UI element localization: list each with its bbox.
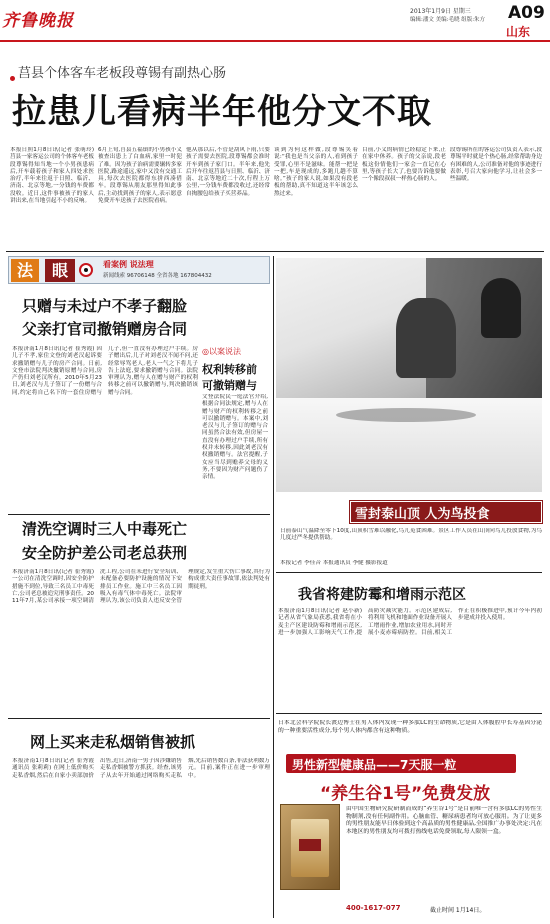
lead-kicker (10, 66, 17, 85)
lead-col-2: 6月上旬,莒县五福镇的小男孩小义被查出患上了白血病,家里一时犯了难。因为孩子治病需要辗转多家医院,路途遥远,家中又没有交通工具,每次去医院都得东拼西凑借车。段尊锡从朋友那里得知此事后,主动找到孩子的家人,表示愿意免费开车送孩子去医院看病。 (98, 147, 182, 205)
story1-sidebar-body: 文登法院民一庭法官介绍,根据合同法规定,赠与人在赠与财产的权利转移之前可以撤销赠与。本案中,刘老汉与儿子签订的赠与合同虽然合法有效,但房屋一直没有办理过户手续,所有权并未转移,因此刘老汉有权撤销赠与。法官提醒,子女应当尽到赡养父母的义务,不要因为财产问题伤了亲情。 (202, 394, 268, 481)
ad-product-photo (280, 804, 340, 890)
paper-logo: 齐鲁晚报 (2, 11, 74, 31)
story1-sidebar-title-1: 权利转移前 (202, 363, 257, 376)
story2-headline-2: 安全防护差公司老总获刑 (22, 544, 188, 562)
editor-line: 编辑:潘文 美编:毛晓 组版:朱方 (410, 17, 486, 23)
story4-headline: 网上买来走私烟销售被抓 (30, 733, 196, 751)
photo-caption: 日前泰山气温降至零下10度,山顶积雪难以融化,鸟儿觅食困难。景区工作人员在山顶向鸟儿投放食物,为鸟儿度过严冬提供帮助。 (280, 528, 542, 542)
story1-headline-1: 只赠与未过户不孝子翻脸 (22, 297, 188, 315)
story1-body: 本报济南1月8日讯(记者 崔秀霞) 因儿子不孝,家住文登的刘老汉起诉要求撤销赠与儿子的房产合同。日前,文登市法院判决撤销原赠与合同,房产仍归刘老汉所有。2010年5月23日,刘老汉与儿子签订了一份赠与合同,约定将自己名下的一套住房赠与儿子,但一直没有办理过户手续。房子赠出后,儿子对刘老汉不闻不问,还经常辱骂老人,老人一气之下将儿子告上法庭,要求撤销赠与合同。法院审理认为,赠与人在赠与财产的权利转移之前可以撤销赠与,判决撤销该赠与合同。 (12, 346, 198, 396)
ad-deadline: 截止时间 1月14日。 (430, 907, 486, 914)
story3-divider (276, 713, 542, 714)
lead-col-5: 目前,小义的病情已经稳定下来,正在家中休养。孩子的父亲说,段老板这份情他们一家会一直记在心里,等孩子长大了,也要告诉他要做一个像段叔叔一样热心肠的人。 (362, 147, 446, 183)
eye-icon (79, 263, 93, 277)
story2-divider (8, 718, 270, 719)
story1-sidebar-title-2: 可撤销赠与 (202, 379, 257, 392)
law-subline: 新闻线索 96706148 全省各地 167804432 (103, 273, 212, 279)
photo-divider (276, 572, 542, 573)
story4-body: 本报济南1月8日讯(记者 崔秀霞 通讯员 张莉莉) 在网上低价购买走私香烟,然后在自家小卖部加价出售,近日,济南一男子因涉嫌销售走私香烟被警方抓获。经查,该男子从去年开始通过网络购买走私烟,先后销售数百条,非法获利数万元。目前,案件正在进一步审理中。 (12, 758, 270, 779)
photo-headline: 雪封泰山顶 人为鸟投食 (355, 507, 490, 522)
ad-hotline[interactable]: 400-1617-077 (346, 904, 401, 912)
law-logo-yan: 眼 (45, 259, 75, 282)
law-logo-fa: 法 (11, 259, 39, 282)
law-banner (8, 256, 270, 284)
column-divider (273, 256, 274, 918)
ad-banner-title: 男性新型健康品——7天服一粒 (292, 758, 457, 772)
lead-col-3: 他从那以后,不管是刮风下雨,只要孩子需要去医院,段尊锡都会准时开车到孩子家门口。半年来,他先后开车往返莒县与日照、临沂、济南、北京等地近二十次,行程上万公里,一分钱车费都没收过,还经常自掏腰包给孩子买营养品。 (186, 147, 270, 197)
snow-photo (276, 258, 542, 492)
section-label: 山东 (506, 25, 531, 39)
story2-headline-1: 清洗空调时三人中毒死亡 (22, 520, 188, 538)
lead-col-1: 本报日照1月8日讯(记者 张萌玲) 莒县一家客运公司的个体客车老板段尊锡得知当地一个小男孩患病后,开车载着孩子和家人四处求医治疗,半年来往返于日照、临沂、济南、北京等地,一分钱的车费都没收。近日,这件事被孩子的家人讲出来,在当地引起不小的反响。 (10, 147, 94, 205)
story3-body: 本报济南1月8日讯(记者 赵小新) 记者从省气象局获悉,我省将在小麦主产区建设防霉和增雨示范区,进一步加强人工影响天气工作,提高防灾减灾能力。示范区建成后,将利用飞机和地面作业设备开展人工增雨作业,增加农业用水,同时开展小麦赤霉病防控。目前,相关工作正在积极推进中,预计今年内初步建成并投入使用。 (278, 608, 542, 636)
photo-credit: 本报记者 李佳音 本报通讯员 李健 摄影报道 (280, 560, 388, 566)
story1-sidebar-label: ◎以案说法 (202, 347, 241, 356)
lead-kicker-text: 莒县个体客车老板段尊锡有副热心肠 (18, 66, 227, 81)
lead-headline: 拉患儿看病半年他分文不取 (12, 92, 432, 132)
lead-col-6: 段尊锡所在的客运公司负责人表示,段尊锡平时就是个热心肠,经常帮助身边有困难的人,公司准备对他的事迹进行表彰,号召大家向他学习,让社会多一些温暖。 (450, 147, 542, 183)
ad-intro: 日本北会科学院院长渡边博士在男人体内发现一种多肽LC的生命物质,它是由人体腹腔中长寿基因分泌的一种重要活性成分,每个男人体内都含有这种物质。 (278, 720, 542, 734)
masthead-rule (0, 40, 550, 42)
story3-headline: 我省将建防霉和增雨示范区 (298, 587, 466, 603)
section-divider (6, 251, 544, 252)
bullet-icon (10, 76, 15, 81)
date-line: 2013年1月9日 星期三 (410, 8, 471, 15)
lead-col-4: 谈到为何这样做,段尊锡笑着说:“我也是当父亲的人,看到孩子受罪,心里不是滋味。能帮一把是一把,车是现成的,多跑几趟不算啥。”孩子的家人说,如果没有段老板的帮助,真不知道这半年该怎么熬过来。 (274, 147, 358, 197)
story2-body: 本报济南1月8日讯(记者 崔秀霞) 一公司在清洗空调时,因安全防护措施不到位,导致三名员工中毒死亡,公司老总被追究刑事责任。2011年7月,某公司承接一项空调清洗工程,公司在未进行安全培训、未配备必要防护设施的情况下安排员工作业。施工中三名员工因吸入有毒气体中毒死亡。法院审理认为,该公司负责人违反安全管理规定,发生重大伤亡事故,其行为构成重大责任事故罪,依法判处有期徒刑。 (12, 569, 270, 605)
masthead (0, 0, 550, 40)
story1-headline-2: 父亲打官司撤销赠房合同 (22, 320, 188, 338)
ad-product-line: “养生谷1号”免费发放 (320, 784, 491, 804)
ad-body: 由中国生物研究院研制而成的“养生谷1号”是目前唯一含有多肽LC的男性生物制剂,没有任何副作用。心脑血管、糖尿病患者均可放心服用。为了让更多的男性朋友能早日体验到这个高品质的男性健康品,全国推广办事处决定:凡在本地区的男性朋友均可拨打热线电话免费领取,每人限领一盒。 (346, 806, 542, 836)
page-number: A09 (508, 3, 545, 23)
law-slogan: 看案例 说法理 (103, 260, 154, 269)
story1-divider (8, 514, 270, 515)
